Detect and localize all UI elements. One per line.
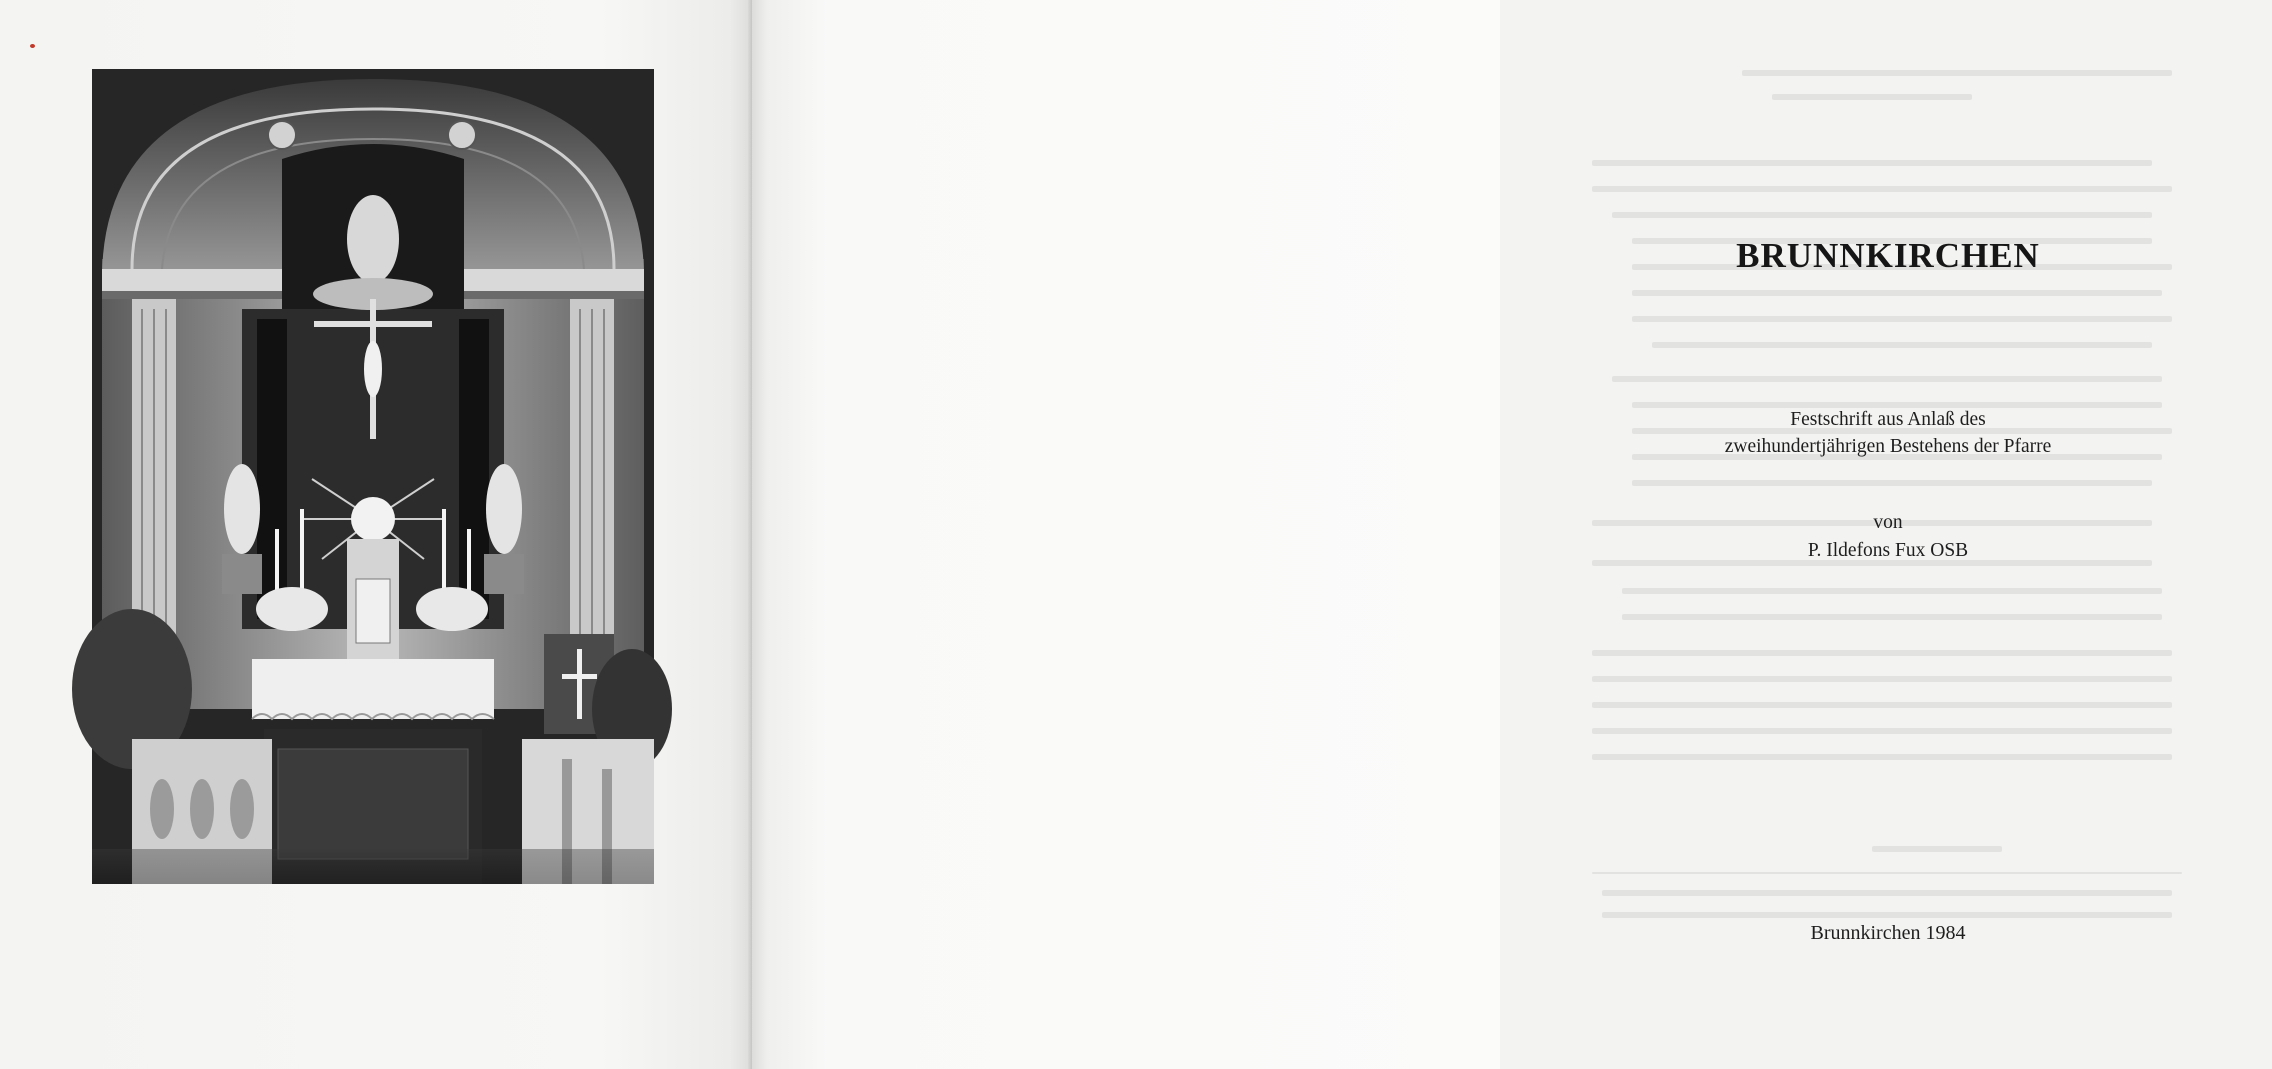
left-page bbox=[0, 0, 752, 1069]
subtitle-line-1: Festschrift aus Anlaß des bbox=[1790, 409, 1986, 430]
byline bbox=[1504, 509, 2272, 565]
right-page bbox=[752, 0, 2052, 1069]
bleed-through-text bbox=[1592, 60, 2182, 940]
author-name: P. Ildefons Fux OSB bbox=[1807, 540, 1969, 561]
altar-photograph bbox=[92, 69, 654, 884]
subtitle-line-2: zweihundertjährigen Bestehens der Pfarre bbox=[1724, 436, 2052, 457]
book-title: BRUNNKIRCHEN bbox=[1736, 236, 2040, 275]
ink-speck bbox=[30, 44, 35, 48]
byline-von: von bbox=[1873, 512, 1903, 533]
altar-photo-illustration bbox=[92, 69, 654, 884]
place-and-year: Brunnkirchen 1984 bbox=[1810, 922, 1966, 944]
book-subtitle bbox=[1504, 406, 2272, 460]
